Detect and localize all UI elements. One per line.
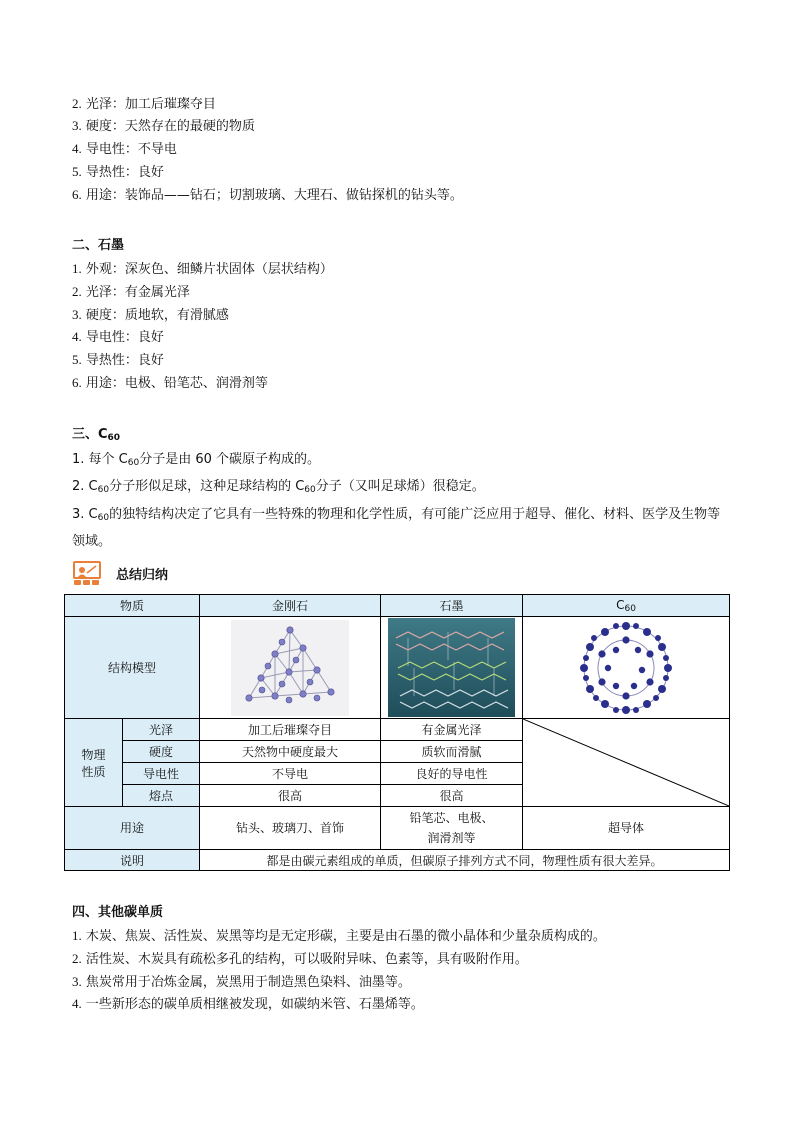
prop-name: 熔点 — [123, 785, 200, 807]
prop-name: 硬度 — [123, 741, 200, 763]
prop-graphite: 质软而滑腻 — [381, 741, 523, 763]
table-row — [65, 850, 730, 871]
header-c60: $C_{60}$ — [523, 595, 730, 617]
prop-graphite: 良好的导电性 — [381, 763, 523, 785]
list-item: 2. 光泽：加工后璀璨夺目 — [72, 96, 216, 112]
list-item: 1. 外观：深灰色、细鳞片状固体（层状结构） — [72, 261, 333, 277]
list-item: 4. 导电性：良好 — [72, 329, 164, 345]
prop-name: 光泽 — [123, 719, 200, 741]
c60-line-2: 2. $C_{60}$分子形似足球，这种足球结构的 $C_{60}$分子（又叫足球烯）很稳定。 — [72, 479, 485, 495]
structure-label: 结构模型 — [65, 617, 200, 719]
summary-title-label: 总结归纳 — [116, 568, 169, 583]
physical-properties-label: 物理 性质 — [65, 719, 123, 807]
summary-title — [72, 560, 169, 586]
list-item: 2. 活性炭、木炭具有疏松多孔的结构，可以吸附异味、色素等，具有吸附作用。 — [72, 951, 528, 967]
c60-line-1: 1. 每个 $C_{60}$分子是由 60 个碳原子构成的。 — [72, 452, 321, 468]
list-item: 4. 一些新形态的碳单质相继被发现，如碳纳米管、石墨烯等。 — [72, 996, 424, 1012]
graphite-structure-image — [381, 617, 523, 719]
summary-table — [64, 594, 730, 871]
note-text: 都是由碳元素组成的单质，但碳原子排列方式不同，物理性质有很大差异。 — [200, 850, 730, 871]
prop-name: 导电性 — [123, 763, 200, 785]
note-label: 说明 — [65, 850, 200, 871]
prop-diamond: 天然物中硬度最大 — [200, 741, 381, 763]
prop-diamond: 加工后璀璨夺目 — [200, 719, 381, 741]
use-graphite: 铅笔芯、电极、 润滑剂等 — [381, 807, 523, 850]
list-item: 1. 木炭、焦炭、活性炭、炭黑等均是无定形碳，主要是由石墨的微小晶体和少量杂质构成的。 — [72, 928, 606, 944]
prop-graphite: 很高 — [381, 785, 523, 807]
c60-heading: 三、$C_{60}$ — [72, 427, 121, 443]
table-row — [65, 807, 730, 850]
header-substance: 物质 — [65, 595, 200, 617]
other-carbon-heading: 四、其他碳单质 — [72, 905, 164, 920]
list-item: 3. 焦炭常用于冶炼金属，炭黑用于制造黑色染料、油墨等。 — [72, 974, 411, 990]
use-c60: 超导体 — [523, 807, 730, 850]
list-item: 5. 导热性：良好 — [72, 352, 164, 368]
table-row — [65, 617, 730, 719]
list-item: 4. 导电性：不导电 — [72, 141, 177, 157]
graphite-heading: 二、石墨 — [72, 238, 125, 253]
prop-diamond: 不导电 — [200, 763, 381, 785]
list-item: 3. 硬度：质地软，有滑腻感 — [72, 307, 229, 323]
table-row — [65, 719, 730, 741]
c60-empty-cell — [523, 719, 730, 807]
teacher-board-icon — [72, 560, 102, 586]
header-diamond: 金刚石 — [200, 595, 381, 617]
list-item: 5. 导热性：良好 — [72, 164, 164, 180]
list-item: 6. 用途：装饰品——钻石；切割玻璃、大理石、做钻探机的钻头等。 — [72, 187, 463, 203]
c60-line-3: 3. $C_{60}$的独特结构决定了它具有一些特殊的物理和化学性质，有可能广泛应用于超导、催化、材料、医学及生物等领域。 — [72, 507, 721, 549]
list-item: 6. 用途：电极、铅笔芯、润滑剂等 — [72, 375, 268, 391]
use-label: 用途 — [65, 807, 200, 850]
use-diamond: 钻头、玻璃刀、首饰 — [200, 807, 381, 850]
diamond-structure-image — [200, 617, 381, 719]
prop-diamond: 很高 — [200, 785, 381, 807]
list-item: 3. 硬度：天然存在的最硬的物质 — [72, 118, 255, 134]
prop-graphite: 有金属光泽 — [381, 719, 523, 741]
table-header-row — [65, 595, 730, 617]
c60-structure-image — [523, 617, 730, 719]
list-item: 2. 光泽：有金属光泽 — [72, 284, 190, 300]
header-graphite: 石墨 — [381, 595, 523, 617]
